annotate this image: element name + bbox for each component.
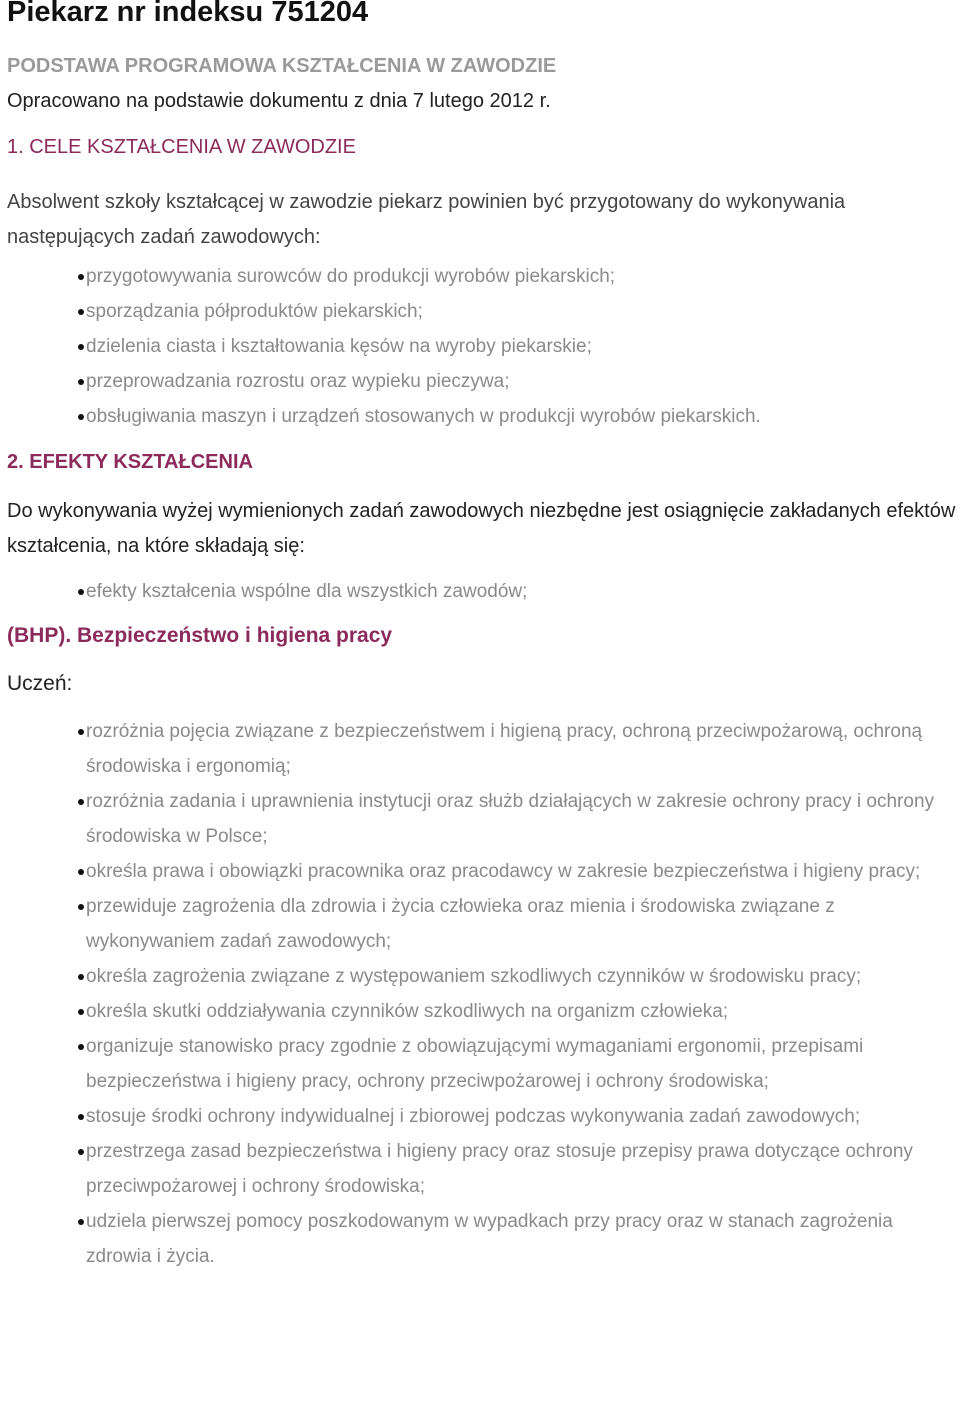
document-subtitle: PODSTAWA PROGRAMOWA KSZTAŁCENIA W ZAWODZIE bbox=[7, 55, 557, 77]
list-item: przestrzega zasad bezpieczeństwa i higieny pracy oraz stosuje przepisy prawa dotyczące ochrony przeciwpożarowej i ochrony środowiska; bbox=[78, 1134, 960, 1204]
list-item: stosuje środki ochrony indywidualnej i zbiorowej podczas wykonywania zadań zawodowych; bbox=[78, 1099, 960, 1134]
list-item: udziela pierwszej pomocy poszkodowanym w wypadkach przy pracy oraz w stanach zagrożenia zdrowia i życia. bbox=[78, 1204, 960, 1274]
learner-label: Uczeń: bbox=[7, 672, 73, 695]
section-2-heading: 2. EFEKTY KSZTAŁCENIA bbox=[7, 451, 253, 473]
section-2-intro: Do wykonywania wyżej wymienionych zadań zawodowych niezbędne jest osiągnięcie zakładanych efektów kształcenia, na które składają się: bbox=[7, 500, 956, 557]
list-item: przeprowadzania rozrostu oraz wypieku pieczywa; bbox=[78, 364, 761, 399]
section-1-heading: 1. CELE KSZTAŁCENIA W ZAWODZIE bbox=[7, 136, 356, 158]
list-item: przygotowywania surowców do produkcji wyrobów piekarskich; bbox=[78, 259, 761, 294]
section-2-list bbox=[78, 574, 527, 609]
list-item: dzielenia ciasta i kształtowania kęsów na wyroby piekarskie; bbox=[78, 329, 761, 364]
list-item: sporządzania półproduktów piekarskich; bbox=[78, 294, 761, 329]
section-1-intro: Absolwent szkoły kształcącej w zawodzie piekarz powinien być przygotowany do wykonywania następujących zadań zawodowych: bbox=[7, 191, 846, 248]
page-title: Piekarz nr indeksu 751204 bbox=[7, 0, 369, 28]
list-item: określa prawa i obowiązki pracownika oraz pracodawcy w zakresie bezpieczeństwa i higieny pracy; bbox=[78, 854, 960, 889]
list-item: rozróżnia zadania i uprawnienia instytucji oraz służb działających w zakresie ochrony pracy i ochrony środowiska w Polsce; bbox=[78, 784, 960, 854]
list-item: rozróżnia pojęcia związane z bezpieczeństwem i higieną pracy, ochroną przeciwpożarową, ochroną środowiska i ergonomią; bbox=[78, 714, 960, 784]
bhp-heading: (BHP). Bezpieczeństwo i higiena pracy bbox=[7, 624, 393, 647]
list-item: obsługiwania maszyn i urządzeń stosowanych w produkcji wyrobów piekarskich. bbox=[78, 399, 761, 434]
list-item: organizuje stanowisko pracy zgodnie z obowiązującymi wymaganiami ergonomii, przepisami bezpieczeństwa i higieny pracy, ochrony przeciwpożarowej i ochrony środowiska; bbox=[78, 1029, 960, 1099]
list-item: określa zagrożenia związane z występowaniem szkodliwych czynników w środowisku pracy; bbox=[78, 959, 960, 994]
document-source: Opracowano na podstawie dokumentu z dnia 7 lutego 2012 r. bbox=[7, 90, 551, 112]
list-item: efekty kształcenia wspólne dla wszystkich zawodów; bbox=[78, 574, 527, 609]
bhp-list bbox=[78, 714, 960, 1274]
list-item: przewiduje zagrożenia dla zdrowia i życia człowieka oraz mienia i środowiska związane z wykonywaniem zadań zawodowych; bbox=[78, 889, 960, 959]
list-item: określa skutki oddziaływania czynników szkodliwych na organizm człowieka; bbox=[78, 994, 960, 1029]
section-1-list bbox=[78, 259, 761, 434]
